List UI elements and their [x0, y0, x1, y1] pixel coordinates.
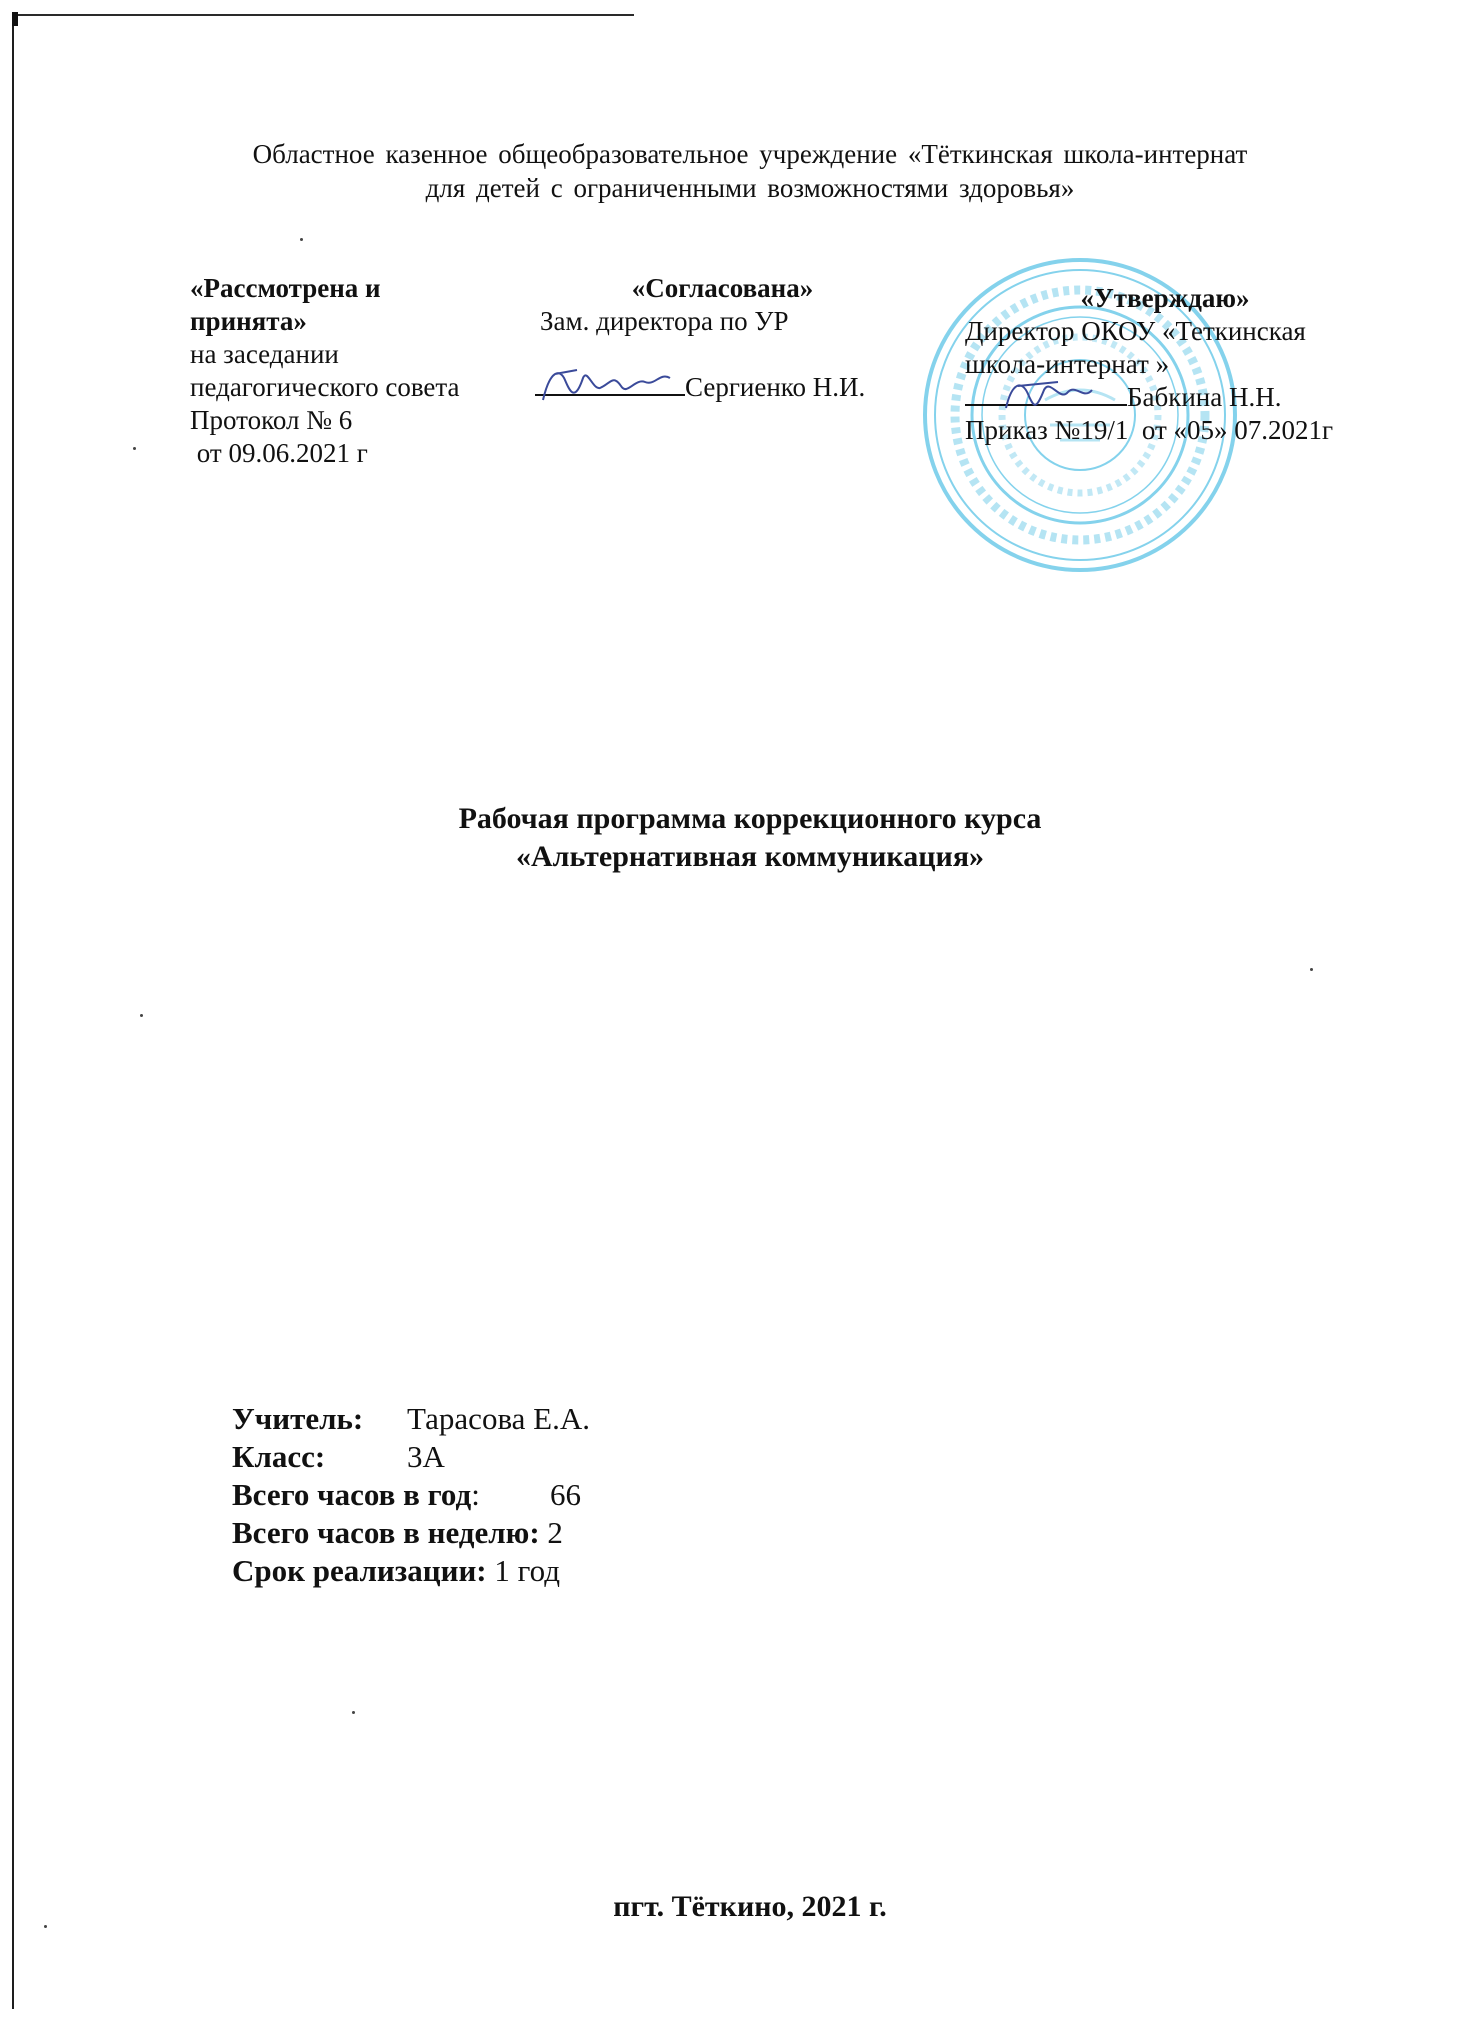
teacher-label: Учитель: [232, 1401, 364, 1436]
scan-corner-mark [12, 12, 18, 26]
term-value: 1 год [486, 1553, 560, 1588]
considered-date: от 09.06.2021 г [190, 438, 368, 468]
scan-speck [133, 447, 136, 450]
agreed-block [535, 272, 885, 404]
considered-block [190, 272, 510, 470]
class-label: Класс: [232, 1439, 326, 1474]
considered-line2: педагогического совета [190, 372, 460, 402]
considered-line1: на заседании [190, 339, 339, 369]
scan-speck [44, 1925, 47, 1928]
institution-header [150, 137, 1350, 205]
scan-edge-left [12, 14, 14, 2009]
approved-line1: Директор ОКОУ «Теткинская [965, 316, 1306, 346]
hours-year-value: 66 [550, 1477, 581, 1512]
signature-underline [965, 382, 1127, 406]
approved-name: Бабкина Н.Н. [1127, 382, 1282, 412]
teacher-row [232, 1400, 591, 1438]
hours-week-row [232, 1514, 563, 1552]
approved-block [965, 282, 1375, 447]
agreed-signature-line [535, 371, 885, 404]
approved-line2: школа-интернат » [965, 349, 1170, 379]
scan-edge-top [14, 14, 634, 16]
scan-speck [352, 1711, 355, 1714]
agreed-position: Зам. директора по УР [540, 306, 789, 336]
considered-title-line2: принята» [190, 306, 307, 336]
approved-title: «Утверждаю» [1080, 283, 1250, 313]
term-row [232, 1552, 563, 1590]
signature-underline [535, 372, 685, 396]
teacher-value: Тарасова Е.А. [407, 1401, 591, 1436]
program-info [232, 1400, 591, 1590]
scan-speck [300, 238, 303, 241]
class-row [232, 1438, 563, 1476]
scan-speck [1310, 968, 1313, 971]
considered-protocol: Протокол № 6 [190, 405, 353, 435]
hours-week-value: 2 [539, 1515, 563, 1550]
hours-year-colon: : [471, 1477, 480, 1512]
program-title [300, 800, 1200, 876]
scan-speck [140, 1014, 143, 1017]
agreed-title: «Согласована» [631, 273, 814, 303]
institution-name-line2: для детей с ограниченными возможностями здоровья» [425, 173, 1075, 203]
program-title-line2: «Альтернативная коммуникация» [515, 840, 985, 873]
hours-year-row [232, 1476, 581, 1514]
term-label: Срок реализации: [232, 1553, 487, 1588]
class-value: 3А [407, 1439, 445, 1474]
hours-week-label: Всего часов в неделю: [232, 1515, 540, 1550]
program-title-line1: Рабочая программа коррекционного курса [458, 802, 1042, 835]
considered-title-line1: «Рассмотрена и [190, 273, 381, 303]
approved-signature-line [965, 381, 1375, 414]
hours-year-label: Всего часов в год [232, 1477, 472, 1512]
institution-name-line1: Областное казенное общеобразовательное учреждение «Тёткинская школа-интернат [252, 139, 1248, 169]
place-year: пгт. Тёткино, 2021 г. [613, 1890, 887, 1923]
approved-order: Приказ №19/1 от «05» 07.2021г [965, 415, 1334, 445]
agreed-name: Сергиенко Н.И. [685, 372, 866, 402]
